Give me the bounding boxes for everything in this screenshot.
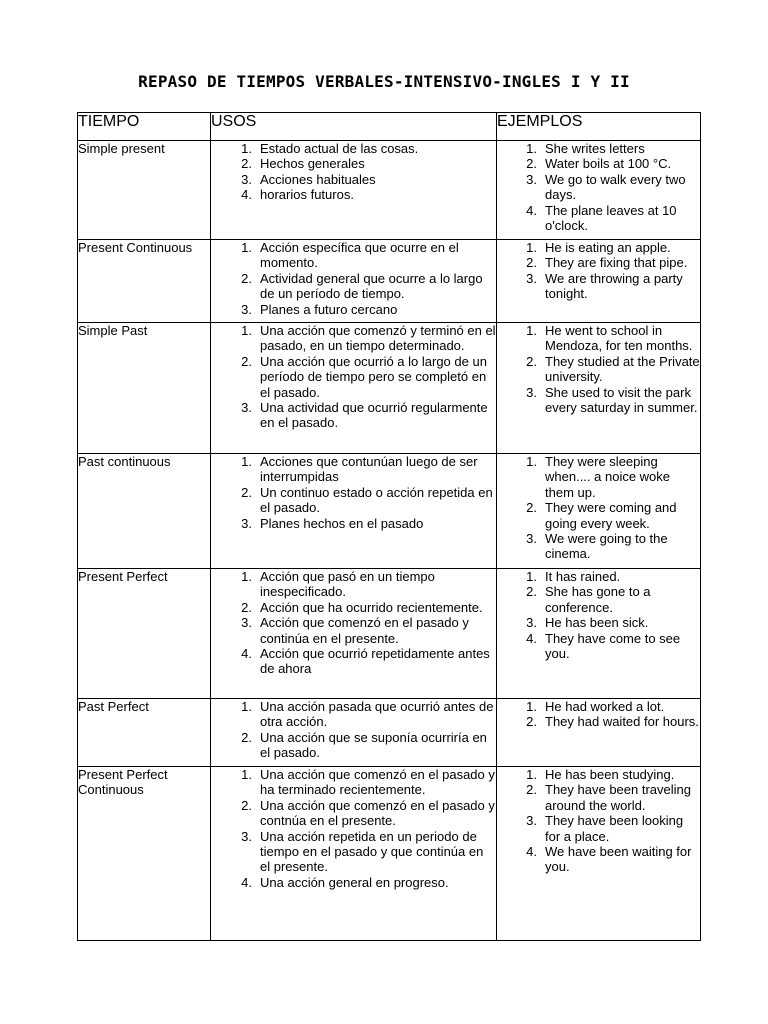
ejemplos-list bbox=[497, 569, 700, 661]
list-text: Estado actual de las cosas. bbox=[260, 141, 419, 156]
ejemplo-item bbox=[497, 767, 700, 782]
usos-item bbox=[211, 646, 496, 677]
usos-cell bbox=[211, 699, 497, 767]
header-row bbox=[78, 113, 701, 141]
header-ejemplos: EJEMPLOS bbox=[497, 113, 701, 141]
list-text: Acción que ocurrió repetidamente antes de ahora bbox=[260, 646, 490, 677]
usos-list bbox=[211, 141, 496, 203]
ejemplo-item bbox=[497, 240, 700, 255]
usos-item bbox=[211, 615, 496, 646]
table-row bbox=[78, 141, 701, 240]
ejemplos-cell bbox=[497, 699, 701, 767]
ejemplo-item bbox=[497, 156, 700, 171]
list-text: He had worked a lot. bbox=[545, 699, 665, 714]
ejemplo-item bbox=[497, 584, 700, 615]
list-text: Acción que ha ocurrido recientemente. bbox=[260, 599, 483, 615]
list-number: 4. bbox=[526, 844, 537, 860]
ejemplo-item bbox=[497, 323, 700, 354]
usos-item bbox=[211, 187, 496, 202]
list-number: 1. bbox=[526, 454, 537, 469]
usos-item bbox=[211, 730, 496, 761]
list-text: He is eating an apple. bbox=[545, 240, 671, 255]
list-text: He went to school in Mendoza, for ten months. bbox=[545, 323, 693, 354]
usos-list bbox=[211, 767, 496, 890]
ejemplo-item bbox=[497, 569, 700, 584]
usos-cell bbox=[211, 323, 497, 454]
ejemplos-cell bbox=[497, 569, 701, 699]
ejemplos-list bbox=[497, 699, 700, 730]
ejemplos-cell bbox=[497, 323, 701, 454]
ejemplo-item bbox=[497, 141, 700, 156]
usos-item bbox=[211, 767, 496, 798]
list-text: Una acción que ocurrió a lo largo de un período de tiempo pero se completó en el pasado. bbox=[260, 353, 487, 400]
ejemplos-list bbox=[497, 323, 700, 415]
list-text: Una actividad que ocurrió regularmente en el pasado. bbox=[260, 400, 488, 431]
list-text: They are fixing that pipe. bbox=[545, 255, 688, 271]
list-number: 1. bbox=[241, 699, 252, 714]
list-number: 4. bbox=[241, 646, 252, 662]
list-text: Planes hechos en el pasado bbox=[260, 515, 424, 531]
list-text: She used to visit the park every saturday in summer. bbox=[545, 384, 698, 416]
usos-item bbox=[211, 829, 496, 875]
usos-item bbox=[211, 600, 496, 615]
usos-cell bbox=[211, 569, 497, 699]
ejemplo-item bbox=[497, 631, 700, 662]
ejemplos-cell bbox=[497, 767, 701, 941]
list-number: 3. bbox=[241, 615, 252, 631]
list-number: 4. bbox=[526, 202, 537, 218]
list-text: Acciones habituales bbox=[260, 171, 376, 187]
list-text: They have been looking for a place. bbox=[545, 813, 684, 844]
usos-item bbox=[211, 454, 496, 485]
usos-item bbox=[211, 400, 496, 431]
list-number: 3. bbox=[526, 270, 537, 286]
tense-name: Simple Past bbox=[78, 323, 211, 454]
list-number: 2. bbox=[241, 156, 252, 172]
list-text: Actividad general que ocurre a lo largo de un período de tiempo. bbox=[260, 270, 483, 302]
list-text: Water boils at 100 °C. bbox=[545, 156, 672, 172]
list-number: 1. bbox=[526, 240, 537, 255]
list-number: 2. bbox=[241, 484, 252, 500]
list-text: He has been studying. bbox=[545, 767, 675, 782]
list-number: 4. bbox=[241, 187, 252, 203]
ejemplo-item bbox=[497, 813, 700, 844]
list-text: He has been sick. bbox=[545, 615, 649, 631]
ejemplo-item bbox=[497, 354, 700, 385]
list-number: 3. bbox=[241, 171, 252, 187]
tense-name: Present Perfect Continuous bbox=[78, 767, 211, 941]
usos-item bbox=[211, 875, 496, 890]
usos-item bbox=[211, 699, 496, 730]
list-number: 4. bbox=[526, 630, 537, 646]
list-number: 3. bbox=[526, 531, 537, 547]
list-text: Acción específica que ocurre en el momento. bbox=[260, 240, 459, 271]
verb-tenses-table bbox=[77, 112, 701, 941]
list-number: 3. bbox=[241, 515, 252, 531]
list-number: 3. bbox=[526, 615, 537, 631]
list-number: 2. bbox=[241, 270, 252, 286]
list-text: They have been traveling around the world. bbox=[545, 782, 691, 813]
tense-name: Present Perfect bbox=[78, 569, 211, 699]
list-text: Acción que pasó en un tiempo inespecificado. bbox=[260, 569, 435, 600]
list-number: 3. bbox=[241, 828, 252, 844]
ejemplo-item bbox=[497, 255, 700, 270]
list-text: The plane leaves at 10 o'clock. bbox=[545, 202, 677, 234]
list-text: horarios futuros. bbox=[260, 187, 354, 203]
list-number: 1. bbox=[526, 569, 537, 584]
list-number: 2. bbox=[241, 797, 252, 813]
list-number: 2. bbox=[526, 255, 537, 271]
list-number: 1. bbox=[526, 699, 537, 714]
list-text: We have been waiting for you. bbox=[545, 844, 692, 875]
tense-name: Past Perfect bbox=[78, 699, 211, 767]
list-text: They were sleeping when.... a noice woke them up. bbox=[545, 454, 671, 500]
usos-item bbox=[211, 141, 496, 156]
ejemplos-list bbox=[497, 240, 700, 302]
list-text: We were going to the cinema. bbox=[545, 531, 668, 562]
list-text: Acciones que contunúan luego de ser interrumpidas bbox=[260, 454, 478, 485]
ejemplos-list bbox=[497, 141, 700, 233]
list-text: It has rained. bbox=[545, 569, 621, 584]
ejemplo-item bbox=[497, 714, 700, 729]
header-usos: USOS bbox=[211, 113, 497, 141]
list-number: 1. bbox=[241, 240, 252, 255]
ejemplo-item bbox=[497, 615, 700, 630]
ejemplo-item bbox=[497, 500, 700, 531]
document-title: REPASO DE TIEMPOS VERBALES-INTENSIVO-INGLES I Y II bbox=[138, 72, 630, 91]
list-number: 3. bbox=[526, 813, 537, 829]
list-number: 1. bbox=[241, 569, 252, 584]
list-text: Una acción que comenzó y terminó en el pasado, en un tiempo determinado. bbox=[260, 323, 496, 354]
ejemplo-item bbox=[497, 531, 700, 562]
usos-list bbox=[211, 699, 496, 761]
list-number: 1. bbox=[241, 767, 252, 782]
ejemplo-item bbox=[497, 172, 700, 203]
usos-item bbox=[211, 569, 496, 600]
ejemplos-cell bbox=[497, 141, 701, 240]
list-text: We are throwing a party tonight. bbox=[545, 270, 683, 302]
list-text: They studied at the Private university. bbox=[545, 353, 700, 385]
list-number: 2. bbox=[241, 353, 252, 369]
usos-item bbox=[211, 485, 496, 516]
list-text: Una acción pasada que ocurrió antes de otra acción. bbox=[260, 699, 494, 730]
list-text: She has gone to a conference. bbox=[545, 584, 651, 615]
ejemplos-list bbox=[497, 767, 700, 875]
usos-list bbox=[211, 454, 496, 531]
table-row bbox=[78, 699, 701, 767]
list-text: They have come to see you. bbox=[545, 630, 681, 662]
ejemplo-item bbox=[497, 454, 700, 500]
list-text: They were coming and going every week. bbox=[545, 500, 677, 531]
list-number: 2. bbox=[526, 156, 537, 172]
table-row bbox=[78, 767, 701, 941]
ejemplo-item bbox=[497, 385, 700, 416]
list-text: Una acción general en progreso. bbox=[260, 874, 449, 890]
tense-name: Simple present bbox=[78, 141, 211, 240]
list-number: 2. bbox=[526, 782, 537, 798]
usos-item bbox=[211, 172, 496, 187]
list-text: We go to walk every two days. bbox=[545, 171, 686, 203]
usos-item bbox=[211, 271, 496, 302]
list-text: Una acción que comenzó en el pasado y contnúa en el presente. bbox=[260, 797, 495, 829]
usos-cell bbox=[211, 454, 497, 569]
list-number: 3. bbox=[526, 384, 537, 400]
usos-item bbox=[211, 156, 496, 171]
table-row bbox=[78, 569, 701, 699]
ejemplos-list bbox=[497, 454, 700, 562]
list-number: 3. bbox=[241, 301, 252, 317]
list-number: 3. bbox=[526, 171, 537, 187]
list-number: 2. bbox=[526, 500, 537, 516]
ejemplo-item bbox=[497, 844, 700, 875]
list-number: 1. bbox=[526, 141, 537, 156]
usos-list bbox=[211, 323, 496, 431]
list-text: Una acción que comenzó en el pasado y ha terminado recientemente. bbox=[260, 767, 495, 798]
ejemplo-item bbox=[497, 203, 700, 234]
tense-name: Past continuous bbox=[78, 454, 211, 569]
list-number: 2. bbox=[526, 353, 537, 369]
list-number: 2. bbox=[526, 584, 537, 600]
list-number: 1. bbox=[526, 767, 537, 782]
ejemplo-item bbox=[497, 271, 700, 302]
list-number: 3. bbox=[241, 400, 252, 416]
list-text: Una acción repetida en un periodo de tiempo en el pasado y que continúa en el presente. bbox=[260, 828, 484, 875]
usos-item bbox=[211, 798, 496, 829]
list-text: They had waited for hours. bbox=[545, 714, 699, 730]
list-number: 1. bbox=[241, 323, 252, 338]
list-number: 2. bbox=[526, 714, 537, 730]
usos-item bbox=[211, 240, 496, 271]
usos-cell bbox=[211, 240, 497, 323]
usos-list bbox=[211, 240, 496, 317]
table-row bbox=[78, 240, 701, 323]
list-text: Hechos generales bbox=[260, 156, 365, 172]
ejemplo-item bbox=[497, 699, 700, 714]
list-number: 4. bbox=[241, 874, 252, 890]
usos-list bbox=[211, 569, 496, 677]
list-text: Acción que comenzó en el pasado y continúa en el presente. bbox=[260, 615, 469, 646]
list-number: 2. bbox=[241, 729, 252, 745]
header-tiempo: TIEMPO bbox=[78, 113, 211, 141]
usos-item bbox=[211, 323, 496, 354]
usos-item bbox=[211, 516, 496, 531]
table-row bbox=[78, 323, 701, 454]
ejemplo-item bbox=[497, 782, 700, 813]
list-text: Planes a futuro cercano bbox=[260, 301, 398, 317]
table-row bbox=[78, 454, 701, 569]
usos-cell bbox=[211, 767, 497, 941]
list-number: 1. bbox=[241, 141, 252, 156]
usos-item bbox=[211, 302, 496, 317]
ejemplos-cell bbox=[497, 240, 701, 323]
list-number: 1. bbox=[241, 454, 252, 469]
usos-item bbox=[211, 354, 496, 400]
list-number: 1. bbox=[526, 323, 537, 338]
usos-cell bbox=[211, 141, 497, 240]
tense-name: Present Continuous bbox=[78, 240, 211, 323]
list-text: She writes letters bbox=[545, 141, 645, 156]
ejemplos-cell bbox=[497, 454, 701, 569]
list-number: 2. bbox=[241, 599, 252, 615]
list-text: Un continuo estado o acción repetida en el pasado. bbox=[260, 484, 493, 516]
list-text: Una acción que se suponía ocurriría en el pasado. bbox=[260, 729, 487, 761]
